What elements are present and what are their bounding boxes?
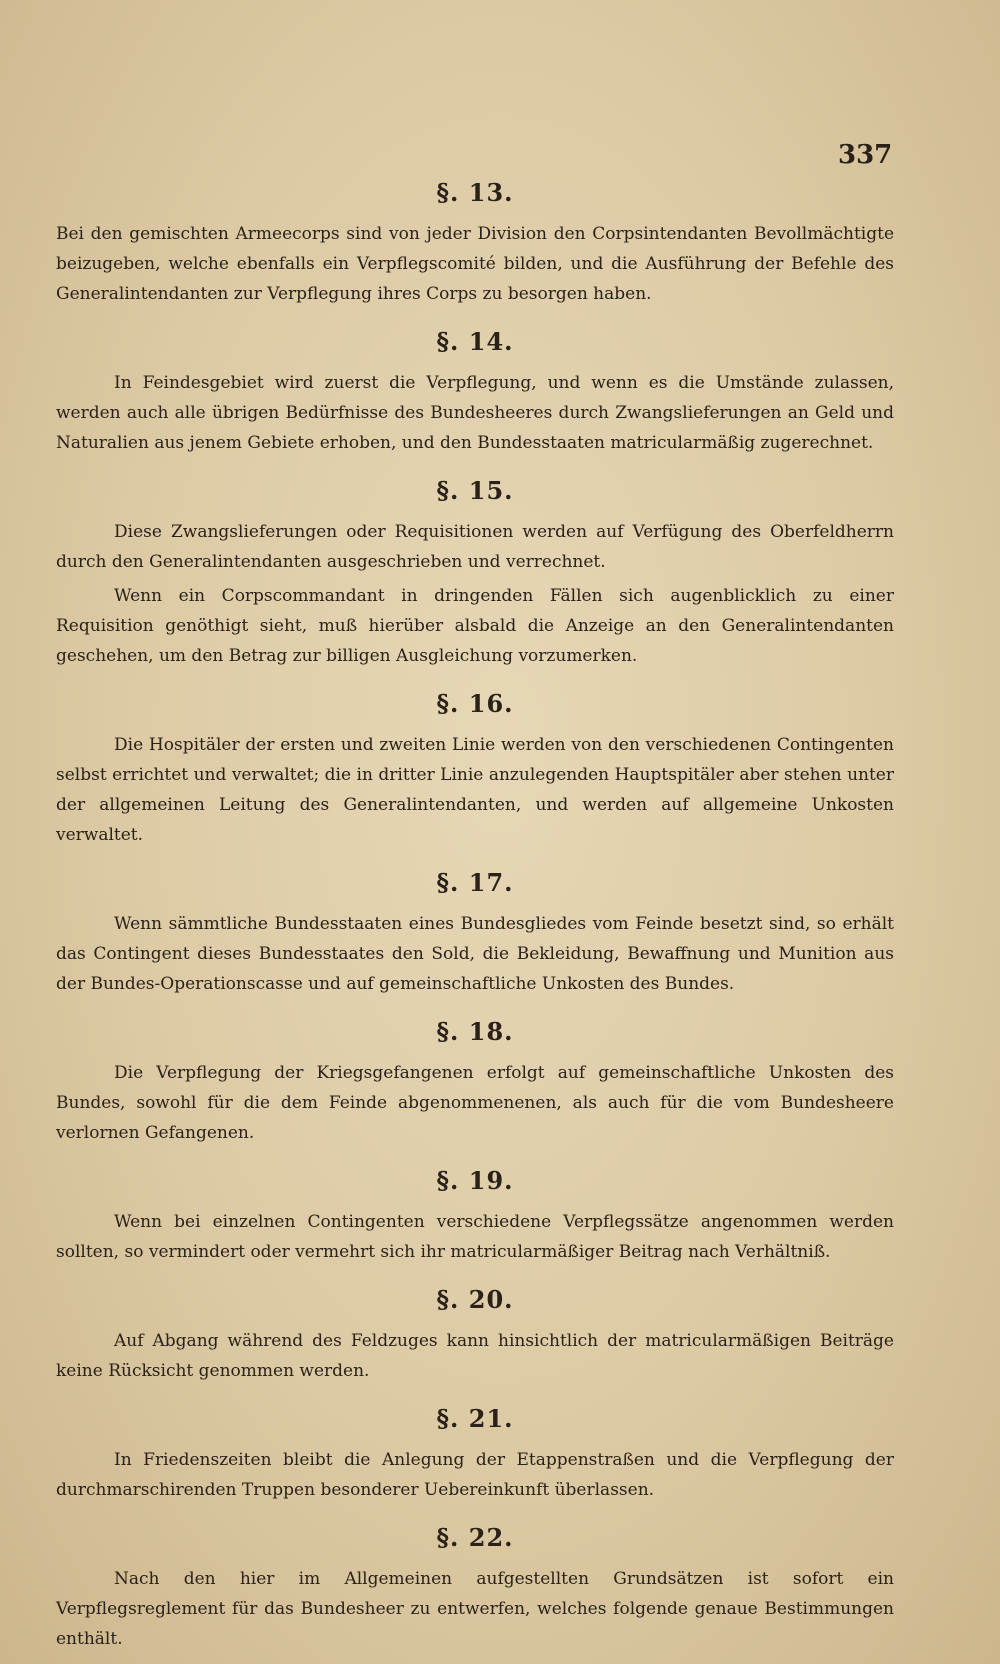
paragraph: Wenn bei einzelnen Contingenten verschiedene Verpflegssätze angenommen werden sollten, so vermindert oder vermehrt sich ihr matricularmäßiger Beitrag nach Verhältniß. (56, 1212, 894, 1262)
section-heading: §. 16. (436, 689, 514, 718)
paragraph: Diese Zwangslieferungen oder Requisitionen werden auf Verfügung des Oberfeldherrn durch den Generalintendanten ausgeschrieben und verrechnet. (56, 522, 894, 572)
paragraph: Nach den hier im Allgemeinen aufgestellten Grundsätzen ist sofort ein Verpflegsreglement für das Bundesheer zu entwerfen, welches folgende genaue Bestimmungen enthält. (56, 1569, 894, 1649)
section-heading: §. 21. (436, 1404, 514, 1433)
section-heading: §. 19. (436, 1166, 514, 1195)
section-heading: §. 20. (436, 1285, 514, 1314)
paragraph: Bei den gemischten Armeecorps sind von jeder Division den Corpsintendanten Bevollmächtigte beizugeben, welche ebenfalls ein Verpflegscomité bilden, und die Ausführung der Befehle des Generalintendanten zur Verpflegung ihres Corps zu besorgen haben. (56, 224, 894, 304)
section-heading: §. 15. (436, 476, 514, 505)
section-22 (56, 1523, 894, 1654)
section-heading: §. 18. (436, 1017, 514, 1046)
section-15 (56, 476, 894, 671)
paragraph: Die Hospitäler der ersten und zweiten Linie werden von den verschiedenen Contingenten selbst errichtet und verwaltet; die in dritter Linie anzulegenden Hauptspitäler aber stehen unter der allgemeinen Leitung des Generalintendanten, und werden auf allgemeine Unkosten verwaltet. (56, 735, 894, 845)
section-19 (56, 1166, 894, 1267)
paragraph: Die Verpflegung der Kriegsgefangenen erfolgt auf gemeinschaftliche Unkosten des Bundes, sowohl für die dem Feinde abgenommenenen, als auch für die vom Bundesheere verlornen Gefangenen. (56, 1063, 894, 1143)
paragraph: Auf Abgang während des Feldzuges kann hinsichtlich der matricularmäßigen Beiträge keine Rücksicht genommen werden. (56, 1331, 894, 1381)
paragraph: Wenn sämmtliche Bundesstaaten eines Bundesgliedes vom Feinde besetzt sind, so erhält das Contingent dieses Bundesstaates den Sold, die Bekleidung, Bewaffnung und Munition aus der Bundes-Operationscasse und auf gemeinschaftliche Unkosten des Bundes. (56, 914, 894, 994)
section-16 (56, 689, 894, 850)
section-13 (56, 178, 894, 309)
section-17 (56, 868, 894, 999)
section-21 (56, 1404, 894, 1505)
section-heading: §. 22. (436, 1523, 514, 1552)
page-content (56, 178, 894, 1664)
paragraph: In Feindesgebiet wird zuerst die Verpflegung, und wenn es die Umstände zulassen, werden auch alle übrigen Bedürfnisse des Bundesheeres durch Zwangslieferungen an Geld und Naturalien aus jenem Gebiete erhoben, und den Bundesstaaten matricularmäßig zugerechnet. (56, 373, 894, 453)
section-heading: §. 17. (436, 868, 514, 897)
paragraph: Wenn ein Corpscommandant in dringenden Fällen sich augenblicklich zu einer Requisition genöthigt sieht, muß hierüber alsbald die Anzeige an den Generalintendanten geschehen, um den Betrag zur billigen Ausgleichung vorzumerken. (56, 586, 894, 666)
page-number: 337 (838, 140, 893, 170)
section-heading: §. 14. (436, 327, 514, 356)
paragraph: In Friedenszeiten bleibt die Anlegung der Etappenstraßen und die Verpflegung der durchmarschirenden Truppen besonderer Uebereinkunft überlassen. (56, 1450, 894, 1500)
section-20 (56, 1285, 894, 1386)
section-heading: §. 13. (436, 178, 514, 207)
section-14 (56, 327, 894, 458)
section-18 (56, 1017, 894, 1148)
